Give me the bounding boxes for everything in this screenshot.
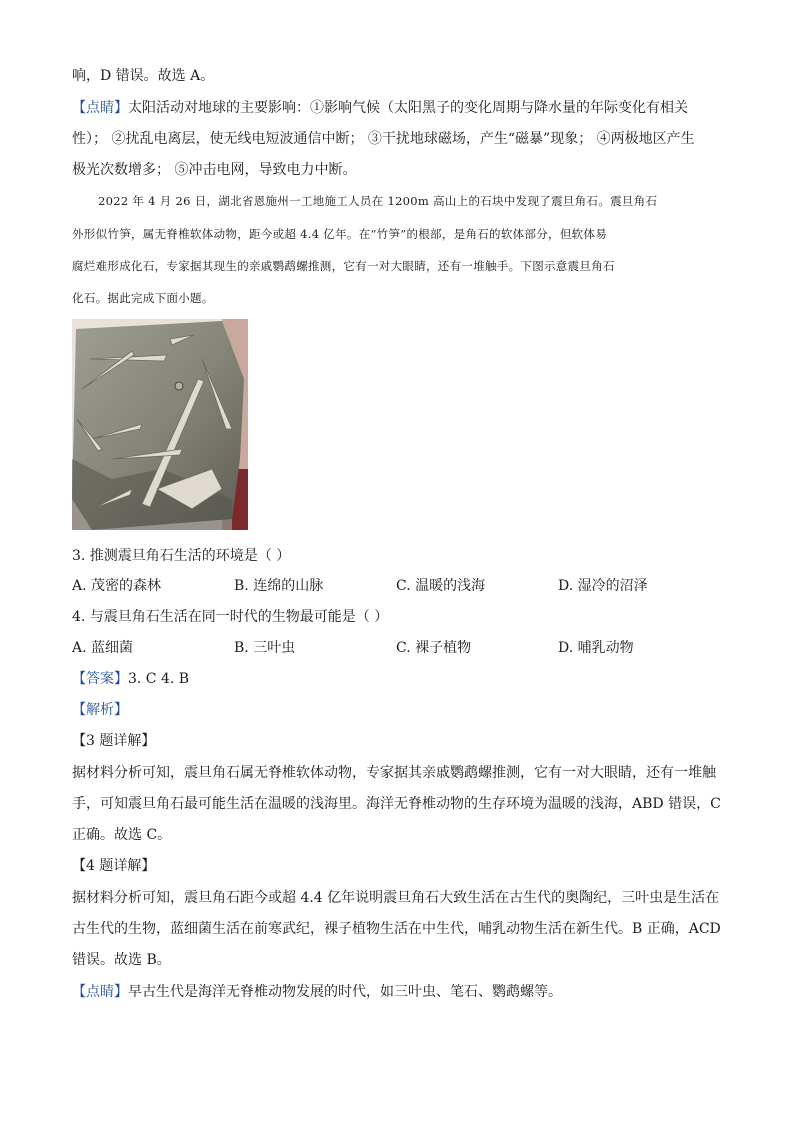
detail-3-line-3: 正确。故选 C。 (72, 827, 172, 843)
q3-option-a: A. 茂密的森林 (72, 578, 162, 594)
dianjing-2-line-1 (72, 982, 562, 1002)
detail-3-line-1: 据材料分析可知，震旦角石属无脊椎软体动物，专家据其亲戚鹦鹉螺推测，它有一对大眼睛，还有一堆触 (72, 765, 716, 781)
material-line-2: 外形似竹笋，属无脊椎软体动物，距今或超 4.4 亿年。在“竹笋”的根部，是角石的软体部分，但软体易 (72, 227, 608, 241)
q4-option-b: B. 三叶虫 (234, 640, 296, 656)
q3-stem: 3. 推测震旦角石生活的环境是（ ） (72, 548, 291, 564)
detail-4-tag: 【4 题详解】 (72, 858, 156, 874)
dianjing-1-text-1: 太阳活动对地球的主要影响：①影响气候（太阳黑子的变化周期与降水量的年际变化有相关 (128, 100, 688, 116)
detail-4-line-2: 古生代的生物，蓝细菌生活在前寒武纪，裸子植物生活在中生代，哺乳动物生活在新生代。B 正确，ACD (72, 921, 721, 937)
detail-3-tag: 【3 题详解】 (72, 733, 156, 749)
q3-option-c: C. 温暖的浅海 (396, 578, 486, 594)
prev-answer-tail: 响，D 错误。故选 A。 (72, 68, 215, 84)
material-line-4: 化石。据此完成下面小题。 (72, 291, 214, 305)
fossil-photo (72, 319, 248, 530)
answer-value: 3. C 4. B (128, 671, 190, 687)
answer-tag: 【答案】 (72, 671, 128, 687)
analysis-tag: 【解析】 (72, 702, 128, 718)
q3-option-d: D. 湿冷的沼泽 (558, 578, 648, 594)
dianjing-1-tag: 【点睛】 (72, 100, 128, 116)
q4-option-d: D. 哺乳动物 (558, 640, 634, 656)
answer-line (72, 669, 189, 689)
dianjing-1-line-2: 性）； ②扰乱电离层，使无线电短波通信中断； ③干扰地球磁场，产生“磁暴”现象； ④两极地区产生 (72, 131, 695, 147)
q4-option-c: C. 裸子植物 (396, 640, 472, 656)
dianjing-1-line-1 (72, 98, 688, 118)
detail-4-line-1: 据材料分析可知，震旦角石距今或超 4.4 亿年说明震旦角石大致生活在古生代的奥陶纪，三叶虫是生活在 (72, 890, 720, 906)
material-line-1: 2022 年 4 月 26 日，湖北省恩施州一工地施工人员在 1200m 高山上的石块中发现了震旦角石。震旦角石 (98, 194, 658, 208)
q4-stem: 4. 与震旦角石生活在同一时代的生物最可能是（ ） (72, 609, 389, 625)
dianjing-2-text-1: 早古生代是海洋无脊椎动物发展的时代，如三叶虫、笔石、鹦鹉螺等。 (128, 984, 562, 1000)
q4-option-a: A. 蓝细菌 (72, 640, 134, 656)
detail-3-line-2: 手，可知震旦角石最可能生活在温暖的浅海里。海洋无脊椎动物的生存环境为温暖的浅海，ABD 错误，C (72, 796, 721, 812)
q3-option-b: B. 连绵的山脉 (234, 578, 324, 594)
dianjing-1-line-3: 极光次数增多； ⑤冲击电网，导致电力中断。 (72, 162, 357, 178)
dianjing-2-tag: 【点睛】 (72, 984, 128, 1000)
material-line-3: 腐烂难形成化石，专家据其现生的亲戚鹦鹉螺推测，它有一对大眼睛，还有一堆触手。下图示意震旦角石 (72, 259, 615, 273)
detail-4-line-3: 错误。故选 B。 (72, 952, 171, 968)
